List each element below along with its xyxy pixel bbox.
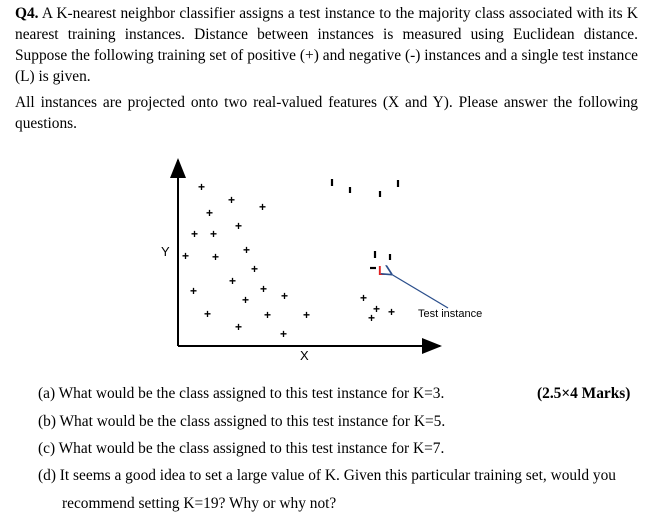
question-instructions: All instances are projected onto two real-valued features (X and Y). Please answer the following questions. — [15, 94, 638, 132]
positive-point: + — [235, 219, 243, 233]
positive-point: + — [212, 250, 220, 264]
positive-point: + — [229, 274, 237, 288]
question-intro — [15, 3, 638, 87]
sub-question-a: (a) What would be the class assigned to this test instance for K=3. — [38, 385, 445, 402]
question-number: Q4. — [15, 5, 39, 22]
negative-instances — [332, 179, 398, 268]
positive-point: + — [191, 227, 199, 241]
positive-point: + — [228, 193, 236, 207]
positive-point: + — [235, 320, 243, 334]
sub-question-d-line1: (d) It seems a good idea to set a large value of K. Given this particular training set, would you — [38, 467, 616, 484]
positive-point: + — [388, 305, 396, 319]
positive-point: + — [204, 307, 212, 321]
positive-point: + — [303, 308, 311, 322]
knn-scatter-svg — [150, 150, 500, 370]
positive-point: + — [280, 327, 288, 341]
positive-instances — [182, 180, 395, 341]
sub-question-b: (b) What would be the class assigned to this test instance for K=5. — [38, 413, 446, 430]
positive-point: + — [190, 284, 198, 298]
y-axis-label: Y — [161, 244, 170, 259]
positive-point: + — [264, 308, 272, 322]
test-instance-label: Test instance — [418, 308, 483, 320]
positive-point: + — [182, 249, 190, 263]
question-intro-text: A K-nearest neighbor classifier assigns a test instance to the majority class associated with its K nearest training instances. Distance between instances is measured using Euclidean distance. Suppose the following training set of positive (+) and negative (-) instances and a single test instance (L) is given. — [15, 5, 638, 85]
positive-point: + — [281, 289, 289, 303]
positive-point: + — [206, 206, 214, 220]
positive-point: + — [360, 291, 368, 305]
x-axis-label: X — [300, 348, 309, 363]
positive-point: + — [260, 282, 268, 296]
test-instance-arrow — [391, 274, 448, 308]
positive-point: + — [243, 243, 251, 257]
positive-point: + — [210, 227, 218, 241]
positive-point: + — [373, 302, 381, 316]
knn-figure — [150, 150, 500, 370]
sub-question-c: (c) What would be the class assigned to this test instance for K=7. — [38, 440, 445, 457]
test-instance-marker: L — [378, 263, 386, 278]
sub-question-d-line2: recommend setting K=19? Why or why not? — [62, 495, 337, 512]
positive-point: + — [198, 180, 206, 194]
positive-point: + — [259, 200, 267, 214]
positive-point: + — [242, 293, 250, 307]
positive-point: + — [251, 262, 259, 276]
positive-point: + — [368, 311, 376, 325]
marks-allocation: (2.5×4 Marks) — [537, 385, 631, 402]
